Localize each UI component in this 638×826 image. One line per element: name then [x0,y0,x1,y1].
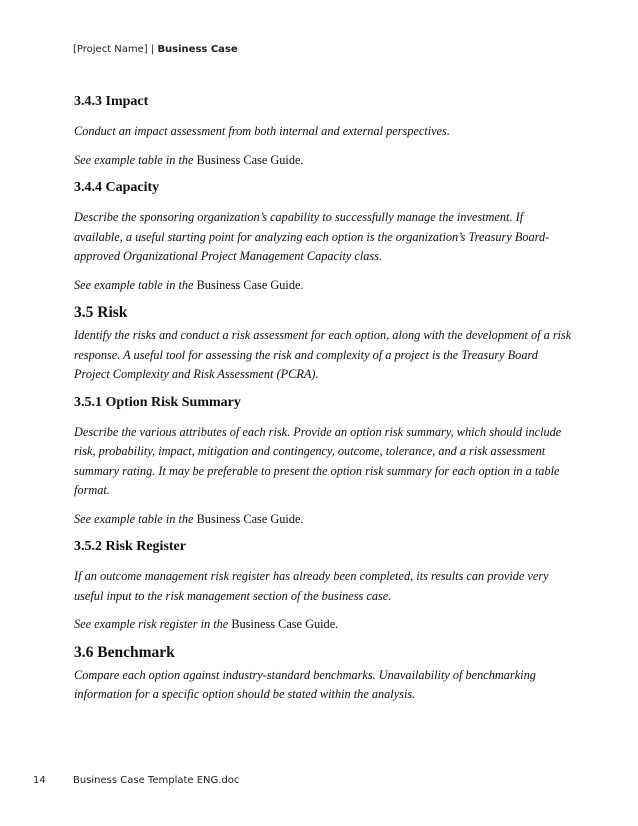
heading-capacity: 3.4.4 Capacity [74,180,160,195]
header-project-name: [Project Name] [73,44,148,55]
heading-impact: 3.4.3 Impact [74,94,149,109]
capacity-see-reference: See example table in the Business Case Guide. [74,277,304,292]
option-risk-see-reference: See example table in the Business Case Guide. [74,511,304,526]
footer-document-name: Business Case Template ENG.doc [73,775,240,786]
risk-body: Identify the risks and conduct a risk assessment for each option, along with the development of a risk response. A useful tool for assessing the risk and complexity of a project is the Treasury Board Project Complexity and Risk Assessment (PCRA). [74,328,572,381]
risk-register-see-reference: See example risk register in the Business Case Guide. [74,617,339,631]
page-body [74,93,574,705]
risk-register-body: If an outcome management risk register has already been completed, its results can provide very useful input to the risk management section of the business case. [74,569,549,603]
capacity-body: Describe the sponsoring organization’s capability to successfully manage the investment. If available, a useful starting point for analyzing each option is the organization’s Treasury Board-approved Organizational Project Management Capacity class. [74,210,550,263]
impact-see-reference: See example table in the Business Case Guide. [74,152,304,167]
heading-risk: 3.5 Risk [74,304,128,321]
footer-page-number: 14 [33,775,46,786]
benchmark-body: Compare each option against industry-standard benchmarks. Unavailability of benchmarking information for a specific option should be stated within the analysis. [74,667,536,701]
impact-body: Conduct an impact assessment from both internal and external perspectives. [74,124,450,138]
heading-benchmark: 3.6 Benchmark [74,643,175,661]
header-title: Business Case [157,44,238,55]
header-separator: | [147,44,158,55]
page-header [73,44,238,55]
heading-option-risk-summary: 3.5.1 Option Risk Summary [74,394,241,410]
option-risk-body: Describe the various attributes of each risk. Provide an option risk summary, which should include risk, probability, impact, mitigation and contingency, outcome, tolerance, and a risk assessment summary rating. It may be preferable to present the option risk summary for each option in a table format. [74,424,562,497]
heading-risk-register: 3.5.2 Risk Register [74,539,186,554]
